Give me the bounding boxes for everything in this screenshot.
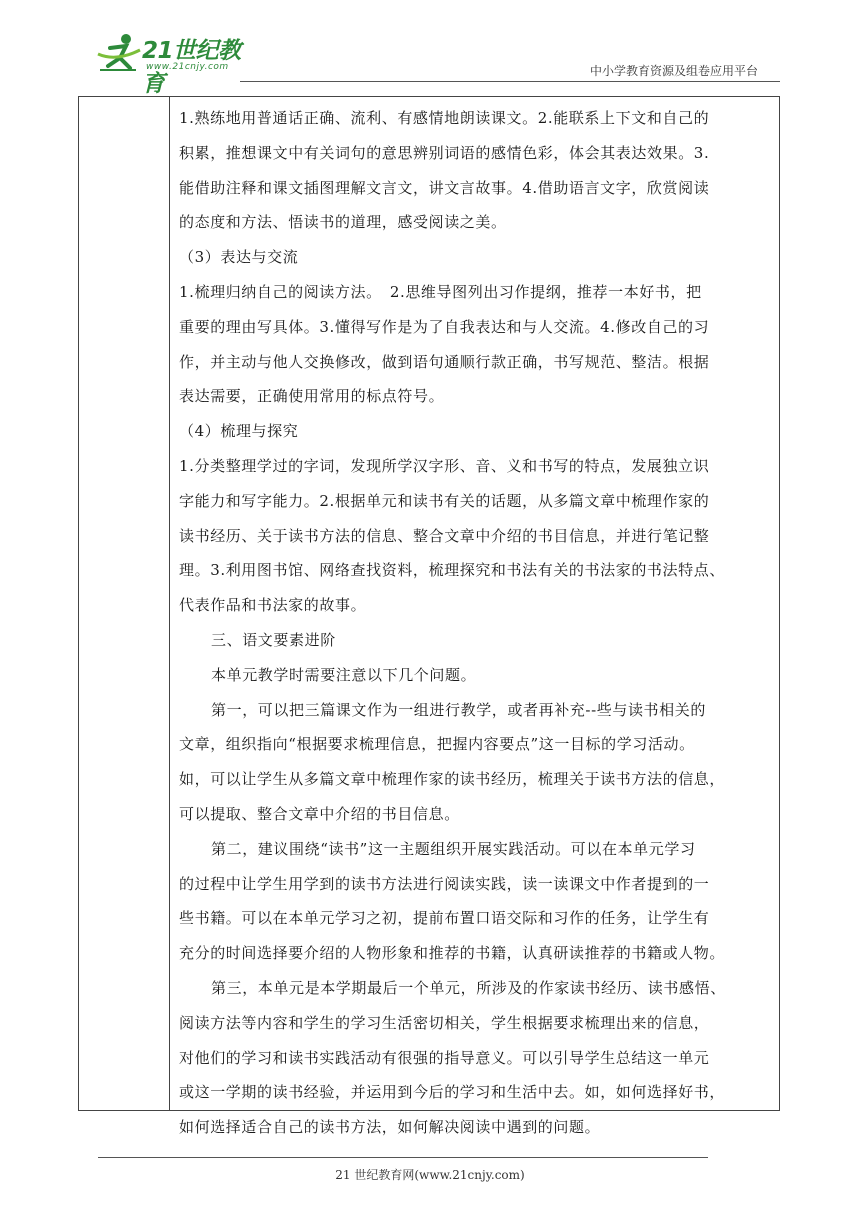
text-line: 本单元教学时需要注意以下几个问题。 — [211, 665, 477, 684]
text-line: 如，可以让学生从多篇文章中梳理作家的读书经历，梳理关于读书方法的信息， — [179, 770, 726, 789]
section-heading: （3）表达与交流 — [179, 248, 299, 267]
section-heading: 三、语文要素进阶 — [211, 630, 336, 649]
logo-url: www.21cnjy.com — [146, 62, 229, 72]
section-heading: （4）梳理与探究 — [179, 422, 299, 441]
text-line: 读书经历、关于读书方法的信息、整合文章中介绍的书目信息，并进行笔记整 — [179, 526, 710, 545]
text-line: 1.梳理归纳自己的阅读方法。 2.思维导图列出习作提纲，推荐一本好书，把 — [179, 282, 702, 301]
text-line: 如何选择适合自己的读书方法，如何解决阅读中遇到的问题。 — [179, 1118, 601, 1137]
paragraph-start: 第二，建议围绕“读书”这一主题组织开展实践活动。可以在本单元学习 — [211, 839, 696, 858]
text-line: 文章，组织指向“根据要求梳理信息，把握内容要点”这一目标的学习活动。 — [179, 735, 695, 754]
text-line: 或这一学期的读书经验，并运用到今后的学习和生活中去。如，如何选择好书， — [179, 1083, 726, 1102]
text-line: 能借助注释和课文插图理解文言文，讲文言故事。4.借助语言文字，欣赏阅读 — [179, 178, 710, 197]
text-line: 积累，推想课文中有关词句的意思辨别词语的感情色彩，体会其表达效果。3. — [179, 143, 710, 162]
site-logo[interactable] — [90, 28, 260, 97]
text-line: 字能力和写字能力。2.根据单元和读书有关的话题，从多篇文章中梳理作家的 — [179, 491, 710, 510]
text-line: 1.熟练地用普通话正确、流利、有感情地朗读课文。2.能联系上下文和自己的 — [179, 109, 710, 127]
text-line: 充分的时间选择要介绍的人物形象和推荐的书籍，认真研读推荐的书籍或人物。 — [179, 944, 726, 963]
text-line: 作，并主动与他人交换修改，做到语句通顺行款正确，书写规范、整洁。根据 — [179, 352, 710, 371]
table-label-cell — [79, 97, 170, 1110]
paragraph-start: 第三，本单元是本学期最后一个单元，所涉及的作家读书经历、读书感悟、 — [211, 978, 726, 997]
text-line: 重要的理由写具体。3.懂得写作是为了自我表达和与人交流。4.修改自己的习 — [179, 317, 710, 336]
text-line: 表达需要，正确使用常用的标点符号。 — [179, 387, 445, 406]
text-line: 理。3.利用图书馆、网络查找资料，梳理探究和书法有关的书法家的书法特点、 — [179, 561, 725, 580]
footer-divider — [98, 1157, 708, 1158]
platform-name: 中小学教育资源及组卷应用平台 — [589, 64, 758, 78]
text-line: 1.分类整理学过的字词，发现所学汉字形、音、义和书写的特点，发展独立识 — [179, 456, 710, 475]
page-footer[interactable]: 21 世纪教育网(www.21cnjy.com) — [335, 1168, 525, 1182]
header-divider — [240, 81, 780, 82]
page-header — [90, 28, 780, 97]
text-line: 代表作品和书法家的故事。 — [179, 596, 367, 615]
logo-text: 21世纪教育 — [142, 38, 241, 97]
text-line: 的过程中让学生用学到的读书方法进行阅读实践，读一读课文中作者提到的一 — [179, 874, 710, 893]
text-line: 的态度和方法、悟读书的道理，感受阅读之美。 — [179, 213, 507, 232]
text-line: 阅读方法等内容和学生的学习生活密切相关，学生根据要求梳理出来的信息， — [179, 1013, 710, 1032]
paragraph-start: 第一，可以把三篇课文作为一组进行教学，或者再补充--些与读书相关的 — [211, 700, 706, 719]
runner-logo-icon — [96, 32, 142, 74]
text-line: 些书籍。可以在本单元学习之初，提前布置口语交际和习作的任务，让学生有 — [179, 909, 710, 928]
text-line: 对他们的学习和读书实践活动有很强的指导意义。可以引导学生总结这一单元 — [179, 1048, 710, 1067]
text-line: 可以提取、整合文章中介绍的书目信息。 — [179, 804, 460, 823]
content-table — [78, 96, 780, 1137]
table-content-cell — [170, 97, 779, 1145]
